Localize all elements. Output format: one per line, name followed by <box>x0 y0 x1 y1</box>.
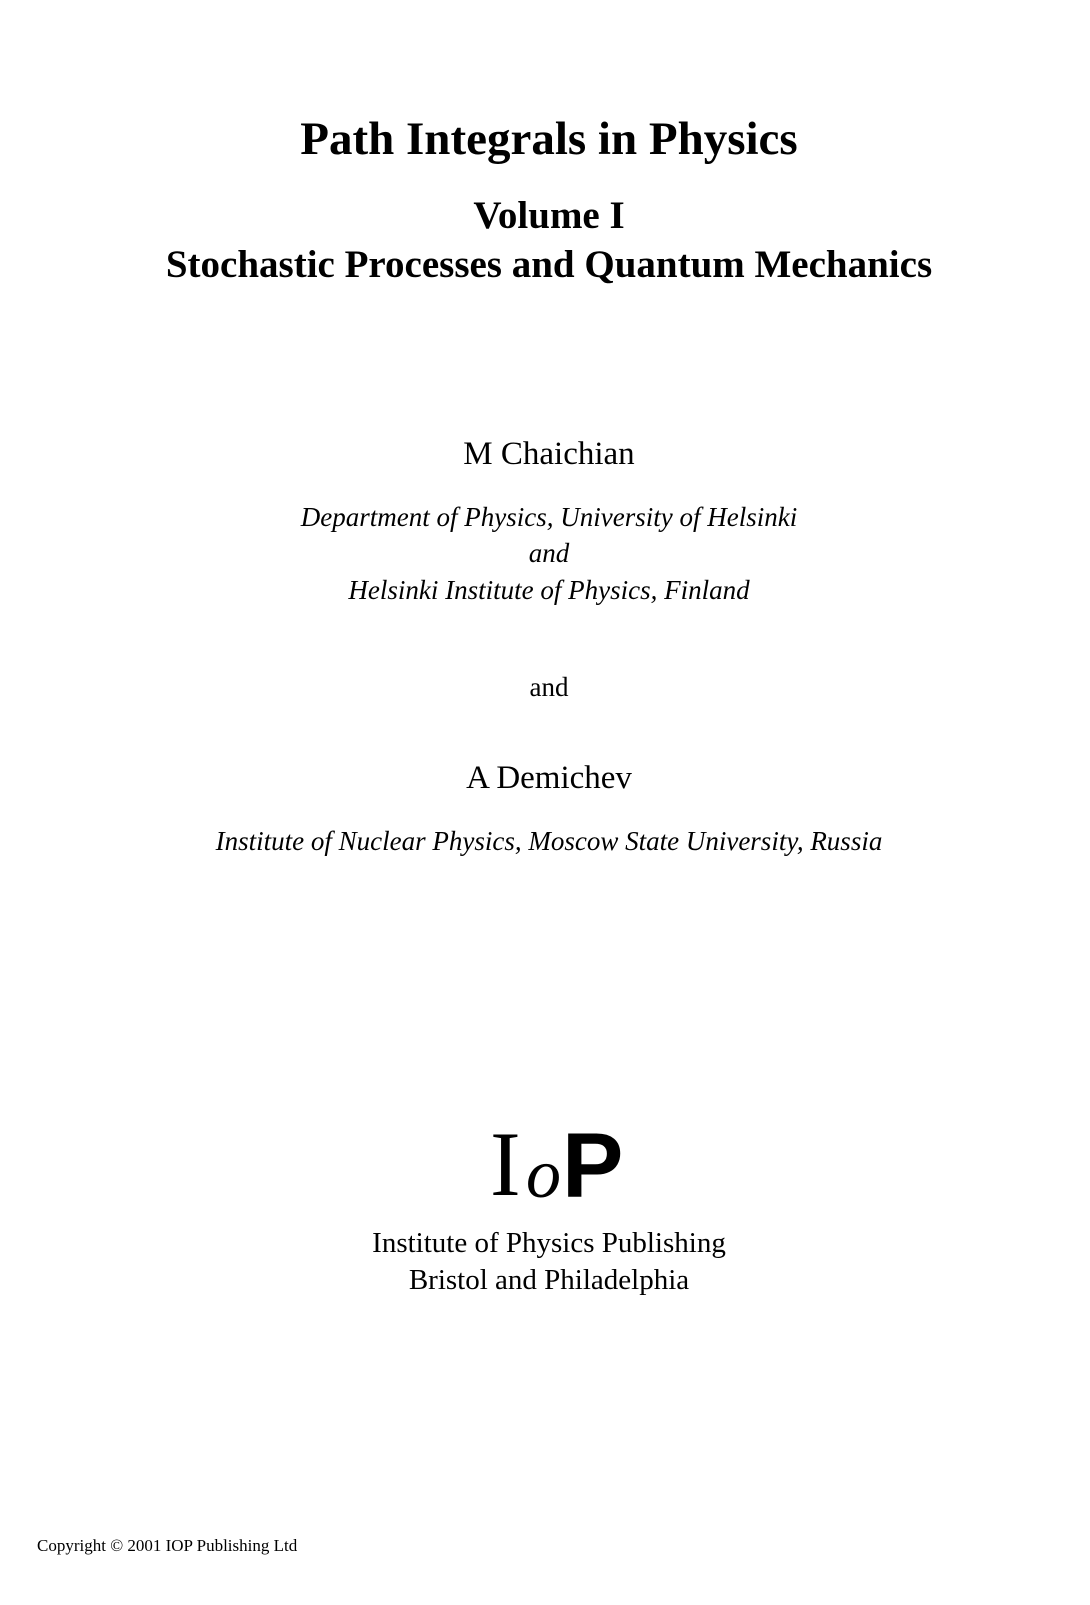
publisher-location: Bristol and Philadelphia <box>408 1264 690 1296</box>
publisher-logo-letter: P <box>562 1115 624 1217</box>
book-subtitle: Stochastic Processes and Quantum Mechanics <box>165 243 933 286</box>
volume-label: Volume I <box>473 194 625 237</box>
author-name: M Chaichian <box>463 436 635 472</box>
author-affiliation: Helsinki Institute of Physics, Finland <box>348 575 750 605</box>
publisher-logo-letter: I <box>490 1113 521 1215</box>
publisher-logo-letter: o <box>526 1136 561 1213</box>
book-title: Path Integrals in Physics <box>300 113 798 165</box>
author-affiliation-conjunction: and <box>528 538 570 568</box>
author-separator: and <box>529 672 569 702</box>
copyright-notice: Copyright © 2001 IOP Publishing Ltd <box>37 1536 298 1555</box>
author-affiliation: Institute of Nuclear Physics, Moscow State University, Russia <box>215 826 883 856</box>
author-affiliation: Department of Physics, University of Helsinki <box>300 502 798 532</box>
publisher-logo <box>490 1113 640 1217</box>
publisher-name: Institute of Physics Publishing <box>372 1227 726 1259</box>
author-name: A Demichev <box>466 760 632 796</box>
